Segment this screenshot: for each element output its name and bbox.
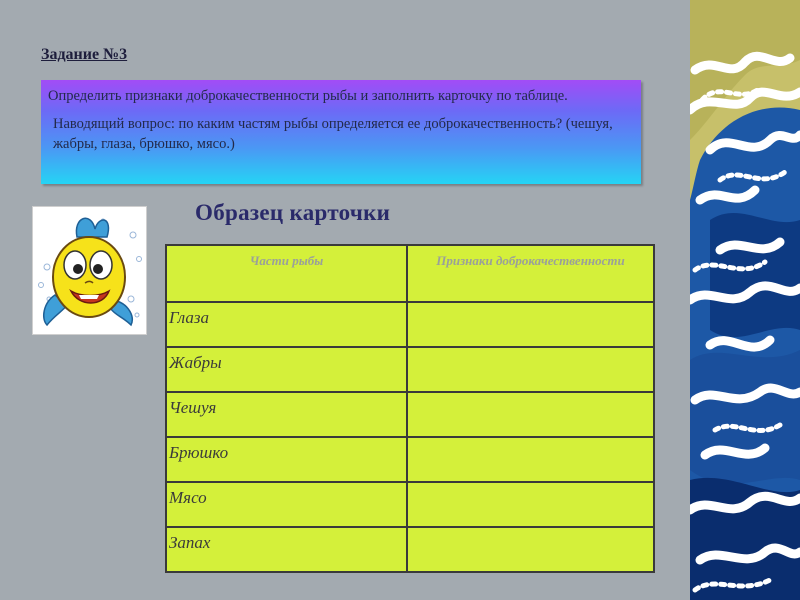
card-title: Образец карточки bbox=[195, 200, 391, 225]
row-label: Глаза bbox=[166, 302, 407, 347]
fish-picture bbox=[32, 206, 147, 335]
row-label: Брюшко bbox=[166, 437, 407, 482]
guiding-question: Наводящий вопрос: по каким частям рыбы определяется ее доброкачественность? (чешуя, жабры, глаза, брюшко, мясо.) bbox=[53, 116, 613, 152]
table-row bbox=[166, 527, 654, 572]
task-instruction: Определить признаки доброкачественности рыбы и заполнить карточку по таблице. bbox=[48, 88, 568, 104]
table-row bbox=[166, 482, 654, 527]
row-value-cell bbox=[407, 347, 654, 392]
row-label: Жабры bbox=[166, 347, 407, 392]
row-value-cell bbox=[407, 527, 654, 572]
table-header-row bbox=[166, 245, 654, 302]
table-row bbox=[166, 437, 654, 482]
task-title: Задание №3 bbox=[41, 46, 128, 63]
table-row bbox=[166, 347, 654, 392]
column-header-parts: Части рыбы bbox=[166, 245, 407, 302]
fish-cartoon-icon bbox=[33, 207, 146, 334]
wave-illustration bbox=[690, 0, 800, 600]
column-header-signs: Признаки доброкачественности bbox=[407, 245, 654, 302]
row-label: Мясо bbox=[166, 482, 407, 527]
table-row bbox=[166, 302, 654, 347]
row-value-cell bbox=[407, 302, 654, 347]
task-box bbox=[41, 80, 641, 184]
row-value-cell bbox=[407, 437, 654, 482]
row-label: Чешуя bbox=[166, 392, 407, 437]
row-value-cell bbox=[407, 392, 654, 437]
row-label: Запах bbox=[166, 527, 407, 572]
card-table bbox=[165, 244, 655, 573]
row-value-cell bbox=[407, 482, 654, 527]
table-row bbox=[166, 392, 654, 437]
